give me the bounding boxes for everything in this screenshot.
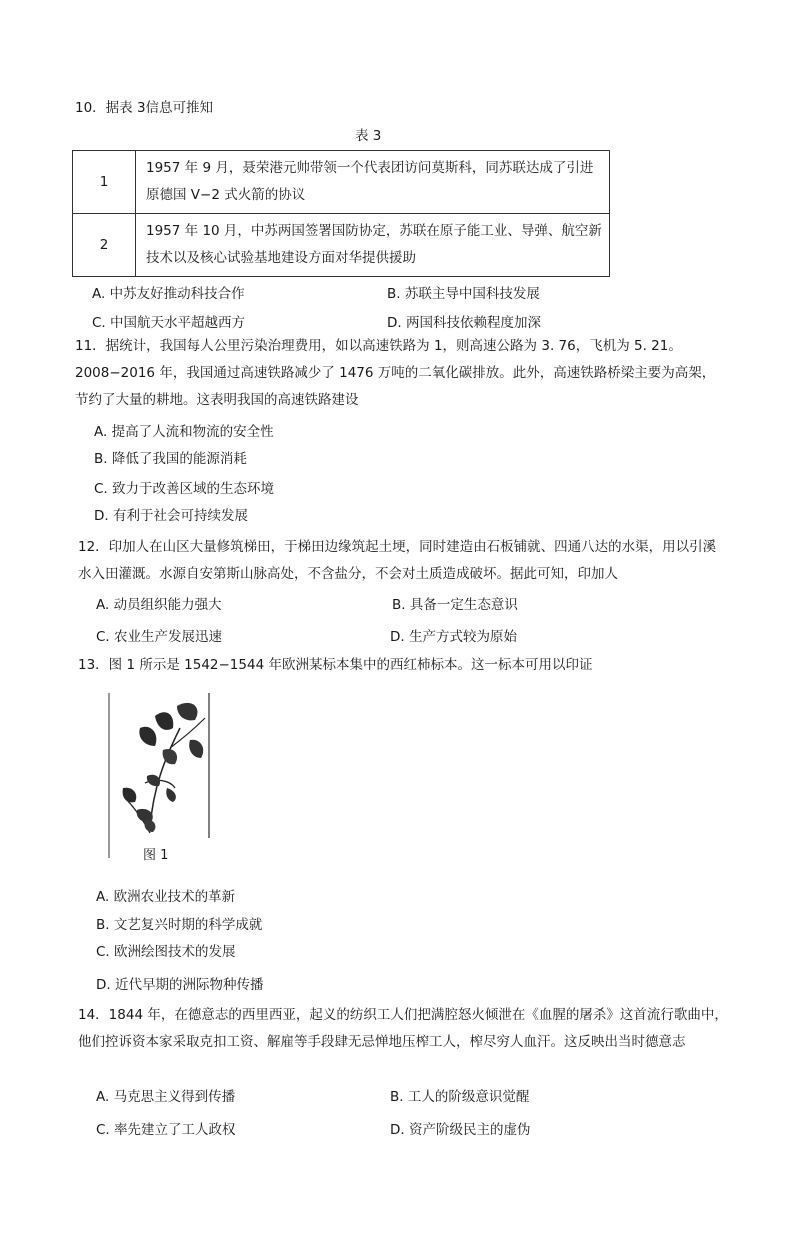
table-cell-text: 1957 年 9 月，聂荣港元帅带领一个代表团访问莫斯科，同苏联达成了引进原德国 V−2 式火箭的协议: [136, 151, 610, 214]
table-row: [73, 214, 610, 277]
table-cell-num: 2: [73, 214, 136, 277]
q14-option-a[interactable]: A. 马克思主义得到传播: [96, 1089, 236, 1105]
q10-option-a[interactable]: A. 中苏友好推动科技合作: [92, 286, 245, 302]
table-3: [72, 150, 610, 277]
q13-option-b[interactable]: B. 文艺复兴时期的科学成就: [96, 917, 263, 933]
q11-stem: 11．据统计，我国每人公里污染治理费用，如以高速铁路为 1，则高速公路为 3. 76，飞机为 5. 21。2008−2016 年，我国通过高速铁路减少了 1476 万吨的二氧化碳排放。此外，高速铁路桥梁主要为高架，节约了大量的耕地。这表明我国的高速铁路建设: [75, 338, 716, 408]
q13-stem: 13．图 1 所示是 1542−1544 年欧洲某标本集中的西红柿标本。这一标本可用以印证: [78, 657, 593, 673]
q12-option-a[interactable]: A. 动员组织能力强大: [96, 597, 222, 613]
q14-option-d[interactable]: D. 资产阶级民主的虚伪: [390, 1122, 531, 1138]
q10-option-d[interactable]: D. 两国科技依赖程度加深: [387, 315, 541, 331]
table-row: [73, 151, 610, 214]
q10-option-c[interactable]: C. 中国航天水平超越西方: [92, 315, 246, 331]
q11-option-b[interactable]: B. 降低了我国的能源消耗: [94, 451, 247, 467]
q12-option-c[interactable]: C. 农业生产发展迅速: [96, 629, 223, 645]
q11-option-c[interactable]: C. 致力于改善区域的生态环境: [94, 481, 275, 497]
tomato-specimen-figure: [95, 688, 220, 868]
q13-option-c[interactable]: C. 欧洲绘图技术的发展: [96, 944, 236, 960]
q12-option-b[interactable]: B. 具备一定生态意识: [392, 597, 518, 613]
q13-option-a[interactable]: A. 欧洲农业技术的革新: [96, 889, 236, 905]
q10-option-b[interactable]: B. 苏联主导中国科技发展: [387, 286, 540, 302]
q14-option-c[interactable]: C. 率先建立了工人政权: [96, 1122, 236, 1138]
table-cell-num: 1: [73, 151, 136, 214]
q14-option-b[interactable]: B. 工人的阶级意识觉醒: [390, 1089, 530, 1105]
q10-stem: 10．据表 3信息可推知: [75, 100, 214, 116]
tomato-specimen-image: [95, 688, 220, 868]
table-title: 表 3: [355, 128, 382, 144]
q13-option-d[interactable]: D. 近代早期的洲际物种传播: [96, 977, 264, 993]
q11-option-a[interactable]: A. 提高了人流和物流的安全性: [94, 424, 274, 440]
q12-stem: 12．印加人在山区大量修筑梯田，于梯田边缘筑起土埂，同时建造由石板铺就、四通八达的水渠，用以引溪水入田灌溉。水源自安第斯山脉高处，不含盐分，不会对土质造成破坏。据此可知，印加人: [78, 539, 717, 582]
table-cell-text: 1957 年 10 月，中苏两国签署国防协定，苏联在原子能工业、导弹、航空新技术以及核心试验基地建设方面对华提供援助: [136, 214, 610, 277]
figure-caption: 图 1: [143, 848, 169, 863]
q14-stem: 14．1844 年，在德意志的西里西亚，起义的纺织工人们把满腔怒火倾泄在《血腥的屠杀》这首流行歌曲中，他们控诉资本家采取克扣工资、解雇等手段肆无忌惮地压榨工人，榨尽穷人血汗。这反映出当时德意志: [78, 1007, 728, 1050]
q12-option-d[interactable]: D. 生产方式较为原始: [390, 629, 517, 645]
q11-option-d[interactable]: D. 有利于社会可持续发展: [94, 508, 248, 524]
